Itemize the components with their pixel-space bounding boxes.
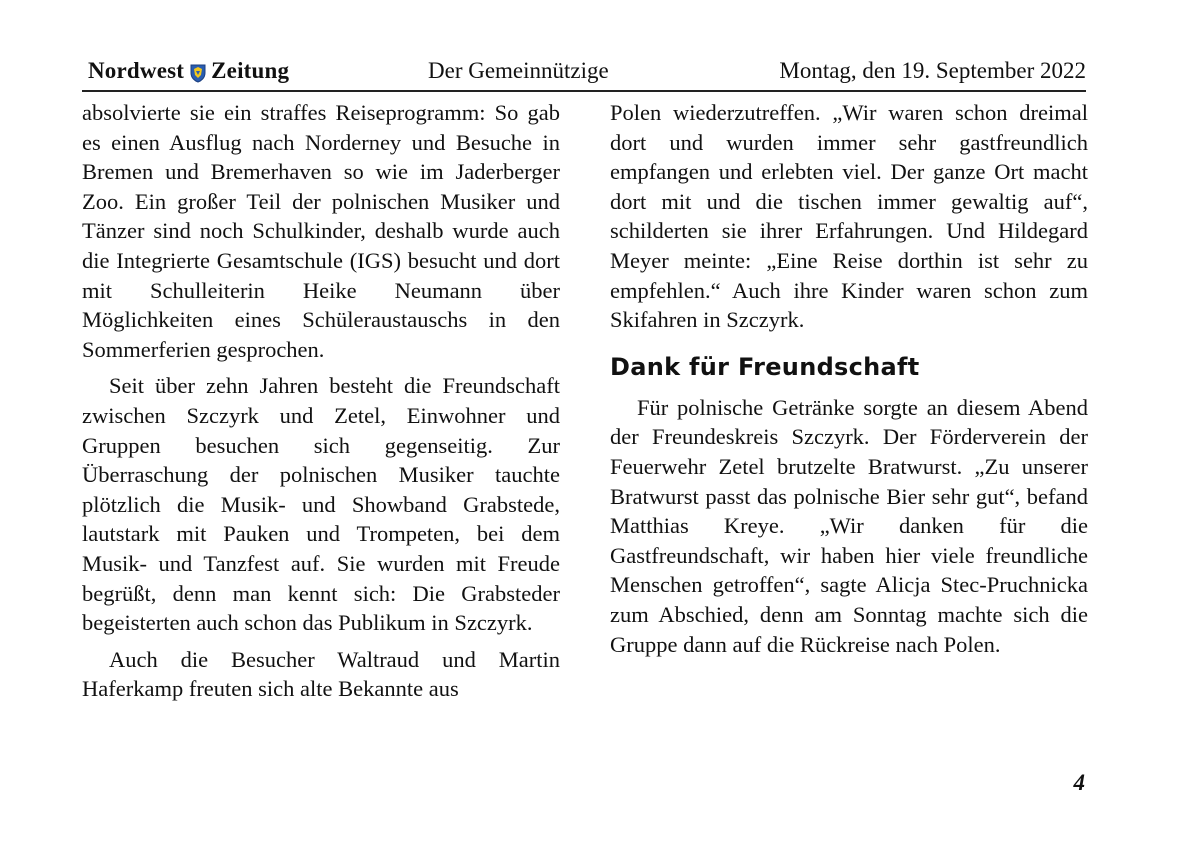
paragraph: Seit über zehn Jahren besteht die Freundschaft zwischen Szczyrk und Zetel, Einwohner und Gruppen besuchen sich gegenseitig. Zur Überraschung der polnischen Musiker tauchte plötzlich die Musik- und Showband Grabstede, lautstark mit Pauken und Trompeten, bei dem Musik- und Tanzfest auf. Sie wurden mit Freude begrüßt, denn man kennt sich: Die Grabsteder begeisterten auch schon das Publikum in Szczyrk.	[82, 373, 560, 636]
paragraph: Auch die Besucher Waltraud und Martin Haferkamp freuten sich alte Bekannte aus	[82, 646, 560, 702]
issue-date: Montag, den 19. September 2022	[779, 58, 1086, 83]
header-rule	[82, 90, 1086, 92]
crest-icon	[190, 63, 206, 82]
brand-name-right: Zeitung	[211, 58, 290, 83]
paragraph: Polen wiederzutreffen. „Wir waren schon dreimal dort und wurden immer sehr gastfreundlich empfangen und erlebten viel. Der ganze Ort macht dort mit und die tischen immer gewaltig auf“, schilderten sie ihrer Erfahrungen. Und Hildegard Meyer meinte: „Eine Reise dorthin ist sehr zu empfehlen.“ Auch ihre Kinder waren schon zum Skifahren in Szczyrk.	[610, 100, 1088, 333]
subheading: Dank für Freundschaft	[610, 352, 920, 381]
right-column	[610, 98, 1088, 659]
brand-name-left: Nordwest	[88, 58, 185, 83]
left-column	[82, 98, 560, 704]
paragraph: absolvierte sie ein straffes Reiseprogramm: So gab es einen Ausflug nach Norderney und Besuche in Bremen und Bremerhaven so wie im Jaderberger Zoo. Ein großer Teil der polnischen Musiker und Tänzer sind noch Schulkinder, deshalb wurde auch die Integrierte Gesamtschule (IGS) besucht und dort mit Schulleiterin Heike Neumann über Möglichkeiten eines Schüleraustauschs in den Sommerferien gesprochen.	[82, 100, 560, 362]
section-title: Der Gemeinnützige	[428, 58, 609, 83]
page-header	[82, 58, 1086, 88]
newspaper-logo	[88, 58, 289, 84]
paragraph: Für polnische Getränke sorgte an diesem Abend der Freundeskreis Szczyrk. Der Förderverein der Feuerwehr Zetel brutzelte Bratwurst. „Zu unserer Bratwurst passt das polnische Bier sehr gut“, befand Matthias Kreye. „Wir danken für die Gastfreundschaft, wir haben hier viele freundliche Menschen getroffen“, sagte Alicja Stec-Pruchnicka zum Abschied, denn am Sonntag machte sich die Gruppe dann auf die Rückreise nach Polen.	[610, 394, 1088, 657]
page-number: 4	[1073, 770, 1085, 795]
